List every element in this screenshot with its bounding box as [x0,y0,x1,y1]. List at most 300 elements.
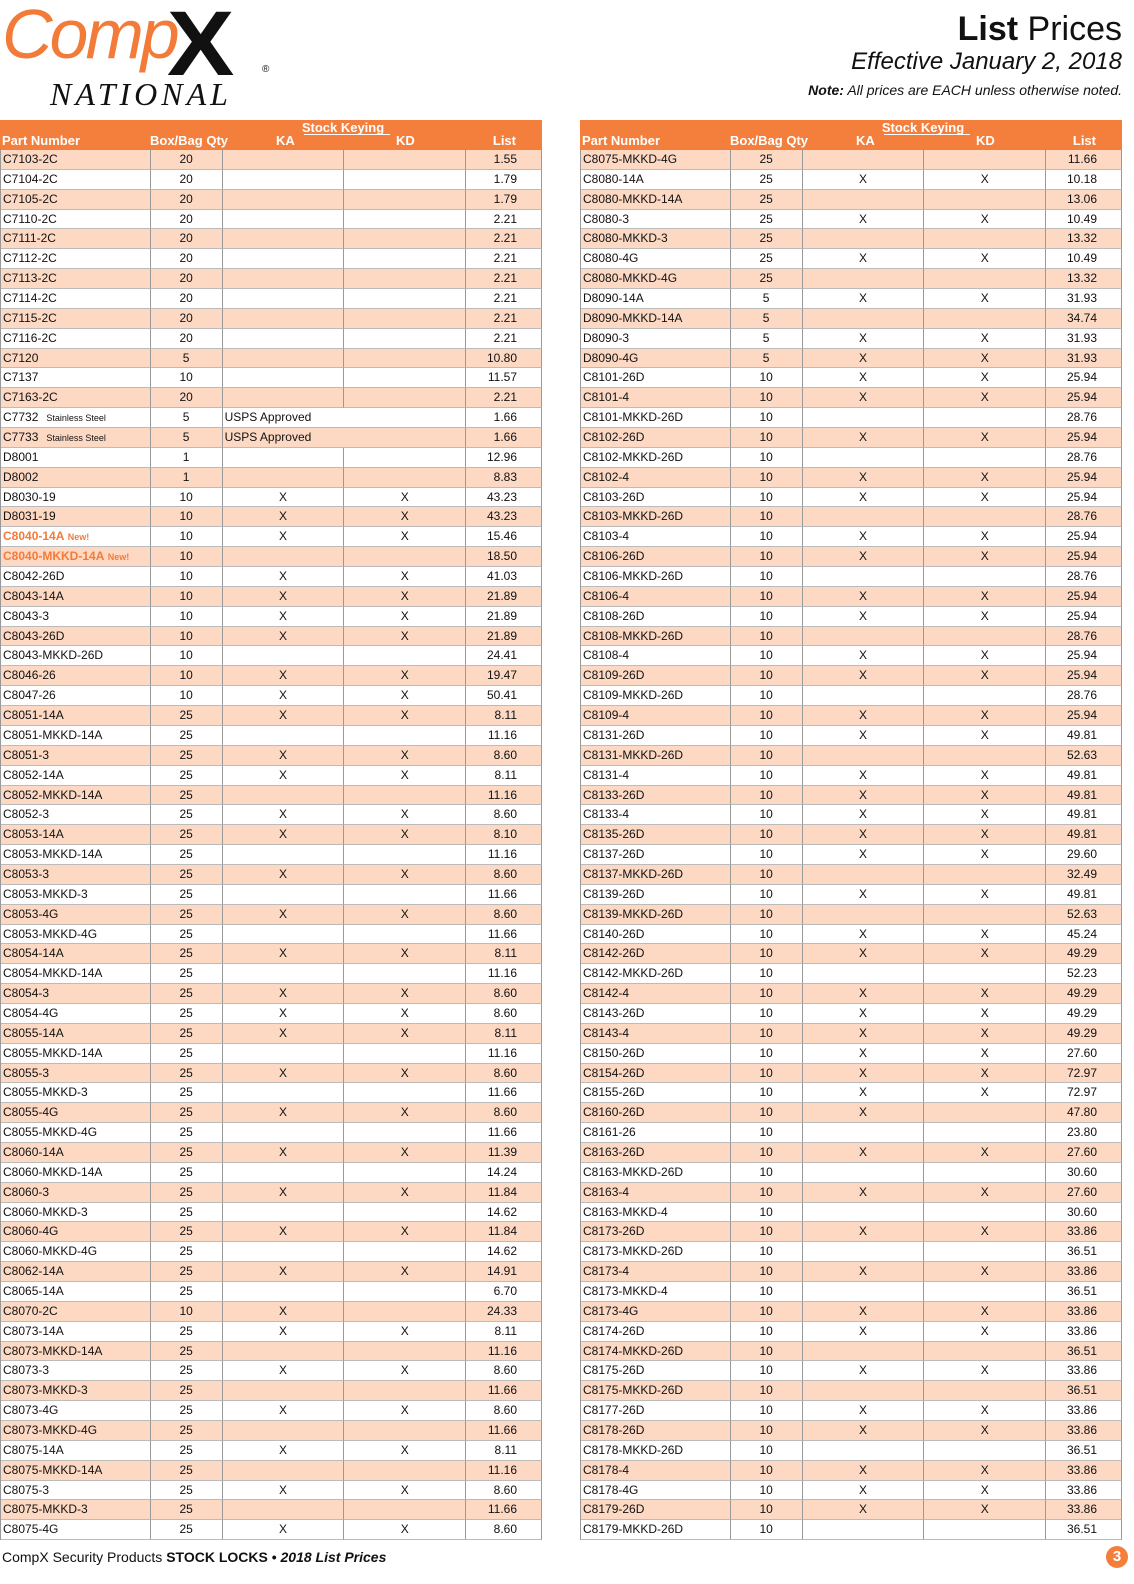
table-row [581,1361,1122,1381]
part-number-cell [581,1262,731,1282]
list-price-cell: 25.94 [1046,428,1122,448]
list-price-cell: 21.89 [466,627,542,647]
ka-cell: X [223,805,345,825]
part-number: C7111-2C [3,231,56,246]
list-price-cell: 36.51 [1046,1381,1122,1401]
part-number-cell [1,1500,151,1520]
ka-cell [223,368,345,388]
part-number: C8060-14A [3,1144,64,1159]
part-number-cell [1,1262,151,1282]
list-price-cell: 36.51 [1046,1242,1122,1262]
list-price-cell: 8.11 [466,944,542,964]
qty-cell: 10 [731,408,803,428]
part-number-cell [581,527,731,547]
part-number: C8155-26D [583,1085,645,1100]
ka-cell [223,1282,345,1302]
part-number-cell [581,805,731,825]
part-number-cell [581,1044,731,1064]
list-price-cell: 49.81 [1046,825,1122,845]
list-price-cell: 33.86 [1046,1401,1122,1421]
qty-cell: 20 [151,170,223,190]
qty-cell: 25 [151,1103,223,1123]
ka-cell: X [803,1044,925,1064]
part-number-cell [581,1500,731,1520]
part-number-cell [581,547,731,567]
part-number-cell [581,1381,731,1401]
part-number: C8054-3 [3,986,50,1001]
qty-cell: 25 [731,210,803,230]
part-number: C8043-3 [3,608,50,623]
part-number-cell [581,1004,731,1024]
table-row [581,1342,1122,1362]
list-price-cell: 49.81 [1046,766,1122,786]
qty-cell: 25 [151,805,223,825]
part-number: C8043-14A [3,588,64,603]
ka-cell: X [223,1262,345,1282]
list-price-cell: 11.66 [466,1500,542,1520]
table-row [1,1481,542,1501]
qty-cell: 10 [151,686,223,706]
table-row [1,1083,542,1103]
kd-cell [344,229,466,249]
list-price-cell: 72.97 [1046,1064,1122,1084]
table-row [581,805,1122,825]
qty-cell: 25 [151,1024,223,1044]
list-price-cell: 1.79 [466,170,542,190]
list-price-cell: 8.11 [466,1024,542,1044]
list-price-cell: 25.94 [1046,646,1122,666]
part-number-cell [581,666,731,686]
ka-cell [223,1381,345,1401]
ka-cell [223,289,345,309]
table-row [581,1143,1122,1163]
part-number: C8046-26 [3,668,56,683]
kd-cell [344,309,466,329]
kd-cell: X [344,766,466,786]
table-row [1,964,542,984]
kd-cell: X [344,706,466,726]
part-number-header: Part Number [2,133,81,148]
ka-cell [803,408,925,428]
qty-cell: 25 [151,1500,223,1520]
ka-cell: X [223,1183,345,1203]
table-row [581,766,1122,786]
kd-cell [344,646,466,666]
part-number: C8060-MKKD-14A [3,1164,103,1179]
ka-cell: X [803,329,925,349]
table-row [1,905,542,925]
part-number: C7114-2C [3,291,57,306]
part-number: C7105-2C [3,191,58,206]
ka-cell [223,229,345,249]
part-number: C8080-3 [583,211,630,226]
kd-cell: X [924,527,1046,547]
ka-cell: X [223,507,345,527]
qty-cell: 1 [151,468,223,488]
part-number-cell [581,1024,731,1044]
list-price-cell: 8.60 [466,1481,542,1501]
table-row [581,388,1122,408]
list-price-cell: 27.60 [1046,1044,1122,1064]
list-price-cell: 2.21 [466,289,542,309]
table-row [1,865,542,885]
part-number-cell [581,567,731,587]
list-price-cell: 72.97 [1046,1083,1122,1103]
table-row [1,170,542,190]
kd-cell [344,1381,466,1401]
qty-cell: 25 [731,269,803,289]
part-number: C8161-26 [583,1125,636,1140]
kd-cell: X [924,587,1046,607]
qty-cell: 10 [731,1282,803,1302]
part-number: C8080-4G [583,251,639,266]
part-number-cell [1,210,151,230]
list-price-cell: 11.16 [466,1461,542,1481]
table-row [1,1500,542,1520]
part-number-cell [581,229,731,249]
part-number: C7116-2C [3,330,57,345]
part-number: D8090-3 [583,330,630,345]
ka-header: KA [276,133,295,148]
ka-cell: X [223,1401,345,1421]
part-number-cell [1,150,151,170]
kd-cell [924,507,1046,527]
list-price-cell: 25.94 [1046,368,1122,388]
ka-cell: X [803,289,925,309]
table-row [581,944,1122,964]
qty-cell: 25 [151,1004,223,1024]
ka-cell: X [223,1302,345,1322]
ka-cell: X [803,1103,925,1123]
table-row [1,408,542,428]
table-row [581,408,1122,428]
kd-cell: X [344,1262,466,1282]
ka-cell: X [803,1361,925,1381]
kd-cell [924,1441,1046,1461]
part-number: C8137-MKKD-26D [583,866,684,881]
list-price-cell: 43.23 [466,507,542,527]
kd-cell [344,329,466,349]
part-number-cell [1,1123,151,1143]
table-row [581,210,1122,230]
table-row [581,1103,1122,1123]
list-price-cell: 11.84 [466,1183,542,1203]
ka-cell: X [803,1024,925,1044]
part-note: Stainless Steel [46,433,106,444]
part-number: C8109-MKKD-26D [583,688,684,703]
part-number-cell [1,1183,151,1203]
part-number: C8073-14A [3,1323,64,1338]
part-number-cell [1,1083,151,1103]
qty-cell: 20 [151,150,223,170]
page-header [808,10,1122,98]
qty-cell: 25 [151,885,223,905]
table-row [581,1242,1122,1262]
kd-cell [924,1282,1046,1302]
table-row [1,428,542,448]
qty-cell: 25 [151,1262,223,1282]
ka-cell: X [803,170,925,190]
table-row [581,1381,1122,1401]
qty-cell: 10 [731,587,803,607]
qty-cell: 10 [731,726,803,746]
qty-cell: 10 [731,627,803,647]
table-row [1,547,542,567]
table-row [1,627,542,647]
kd-cell: X [344,1103,466,1123]
part-number-cell [1,468,151,488]
part-number: C8143-4 [583,1025,630,1040]
table-row [1,329,542,349]
list-price-cell: 1.66 [466,428,542,448]
part-number: C8173-4 [583,1264,630,1279]
table-row [581,1322,1122,1342]
table-row [581,1500,1122,1520]
qty-cell: 10 [731,1481,803,1501]
qty-cell: 25 [151,944,223,964]
part-number-cell [581,1421,731,1441]
table-row [581,1421,1122,1441]
kd-cell: X [344,666,466,686]
part-number: C8163-4 [583,1184,630,1199]
part-number: C8163-MKKD-4 [583,1204,668,1219]
part-number-cell [1,1024,151,1044]
qty-cell: 10 [731,865,803,885]
ka-cell [803,1163,925,1183]
part-number: C8043-MKKD-26D [3,648,104,663]
list-price-cell: 15.46 [466,527,542,547]
qty-cell: 10 [731,1262,803,1282]
kd-cell: X [924,885,1046,905]
list-price-cell: 12.96 [466,448,542,468]
kd-cell [344,150,466,170]
part-number-cell [581,686,731,706]
ka-cell [803,1342,925,1362]
qty-cell: 10 [731,845,803,865]
list-price-cell: 28.76 [1046,567,1122,587]
table-row [581,1064,1122,1084]
part-number: C8053-4G [3,906,59,921]
part-number: C8106-4 [583,588,630,603]
part-number: C7103-2C [3,152,58,166]
kd-cell [344,786,466,806]
list-price-cell: 36.51 [1046,1282,1122,1302]
table-row [1,587,542,607]
table-row [581,249,1122,269]
ka-cell [223,1500,345,1520]
ka-cell: X [223,1361,345,1381]
part-number: C8060-3 [3,1184,50,1199]
part-number: C8103-26D [583,489,645,504]
part-number: C8178-26D [583,1423,645,1437]
ka-cell: X [803,944,925,964]
kd-cell [344,388,466,408]
qty-cell: 10 [731,1163,803,1183]
part-number-cell [581,1520,731,1540]
table-row [1,1203,542,1223]
kd-cell: X [924,547,1046,567]
part-number: C7120 [3,350,39,365]
ka-cell [803,1520,925,1540]
qty-cell: 25 [731,170,803,190]
part-number: C8154-26D [583,1065,645,1080]
table-row [581,984,1122,1004]
list-price-cell: 31.93 [1046,349,1122,369]
part-number-cell [1,925,151,945]
list-price-cell: 8.60 [466,905,542,925]
list-price-cell: 25.94 [1046,607,1122,627]
qty-cell: 20 [151,289,223,309]
table-row [581,170,1122,190]
list-price-cell: 21.89 [466,587,542,607]
ka-cell: X [803,468,925,488]
kd-cell: X [344,865,466,885]
part-number-cell [581,170,731,190]
qty-header: Box/Bag Qty [730,133,809,148]
part-number-cell [1,249,151,269]
part-number: C8080-MKKD-14A [583,191,683,206]
part-number: C8075-MKKD-4G [583,152,678,166]
table-row [1,1242,542,1262]
kd-cell: X [924,646,1046,666]
qty-cell: 10 [731,905,803,925]
part-number: C8174-26D [583,1323,645,1338]
qty-cell: 25 [151,1064,223,1084]
list-price-cell: 33.86 [1046,1302,1122,1322]
kd-cell: X [344,1361,466,1381]
part-number-cell [581,468,731,488]
part-number: C8178-4 [583,1462,630,1477]
part-number: D8001 [3,449,39,464]
list-price-cell: 11.66 [466,925,542,945]
kd-cell [344,1044,466,1064]
qty-cell: 25 [151,1441,223,1461]
qty-cell: 5 [151,408,223,428]
part-number: C8163-MKKD-26D [583,1164,684,1179]
part-number-cell [1,1421,151,1441]
part-number: C8101-MKKD-26D [583,410,684,425]
table-header [580,120,1122,149]
list-price-cell: 8.60 [466,1064,542,1084]
ka-cell: X [223,944,345,964]
ka-cell [223,1044,345,1064]
part-number-cell [581,706,731,726]
list-price-cell: 10.80 [466,349,542,369]
qty-cell: 10 [731,746,803,766]
qty-cell: 25 [151,786,223,806]
part-number: C8040-14A [3,529,65,544]
qty-cell: 10 [731,468,803,488]
part-number: C8080-MKKD-4G [583,271,678,286]
table-row [1,388,542,408]
keying-note-cell: USPS Approved [223,408,467,428]
part-number: C8108-4 [583,648,630,663]
table-row [581,448,1122,468]
list-price-cell: 2.21 [466,229,542,249]
part-number-cell [581,1064,731,1084]
list-price-cell: 14.91 [466,1262,542,1282]
kd-cell: X [924,329,1046,349]
part-number: C8073-MKKD-3 [3,1383,88,1398]
ka-cell [223,190,345,210]
qty-cell: 25 [151,726,223,746]
table-row [1,1282,542,1302]
kd-cell: X [344,1322,466,1342]
ka-cell: X [223,488,345,508]
part-number: C8131-MKKD-26D [583,747,684,762]
table-row [1,984,542,1004]
part-number: C8055-MKKD-3 [3,1085,88,1100]
qty-cell: 25 [151,1183,223,1203]
part-number-cell [581,1222,731,1242]
qty-cell: 25 [151,766,223,786]
table-row [581,587,1122,607]
list-price-cell: 36.51 [1046,1342,1122,1362]
kd-cell [924,408,1046,428]
kd-cell: X [924,1481,1046,1501]
qty-cell: 10 [731,1044,803,1064]
ka-cell: X [803,646,925,666]
qty-cell: 25 [151,1163,223,1183]
qty-cell: 20 [151,388,223,408]
ka-cell [803,229,925,249]
qty-cell: 10 [731,1242,803,1262]
table-row [581,567,1122,587]
ka-cell [223,964,345,984]
qty-cell: 25 [731,229,803,249]
qty-cell: 10 [731,646,803,666]
ka-cell [803,1441,925,1461]
list-price-cell: 8.83 [466,468,542,488]
qty-cell: 25 [151,1143,223,1163]
part-number-cell [1,388,151,408]
ka-cell: X [223,766,345,786]
kd-cell [344,210,466,230]
part-number: C8043-26D [3,628,65,643]
part-number: C8055-4G [3,1105,59,1120]
table-row [581,607,1122,627]
qty-cell: 10 [151,488,223,508]
kd-cell [344,1242,466,1262]
part-number-cell [1,1103,151,1123]
table-row [1,269,542,289]
kd-cell: X [924,349,1046,369]
qty-cell: 5 [731,329,803,349]
part-number-cell [581,190,731,210]
qty-cell: 20 [151,210,223,230]
title-rest: Prices [1027,10,1122,48]
part-number-cell [581,627,731,647]
part-number-cell [581,249,731,269]
table-row [1,766,542,786]
ka-cell: X [223,627,345,647]
ka-cell: X [803,210,925,230]
table-row [581,1302,1122,1322]
list-price-cell: 13.06 [1046,190,1122,210]
list-price-cell: 43.23 [466,488,542,508]
qty-cell: 10 [731,1083,803,1103]
ka-cell [803,309,925,329]
part-number: C8143-26D [583,1005,645,1020]
table-row [581,1183,1122,1203]
table-row [1,1262,542,1282]
ka-cell: X [803,1401,925,1421]
list-header: List [1072,133,1096,148]
list-price-cell: 1.55 [466,150,542,170]
qty-cell: 10 [731,1004,803,1024]
part-number-cell [581,1242,731,1262]
part-number: C7733 [3,430,39,445]
